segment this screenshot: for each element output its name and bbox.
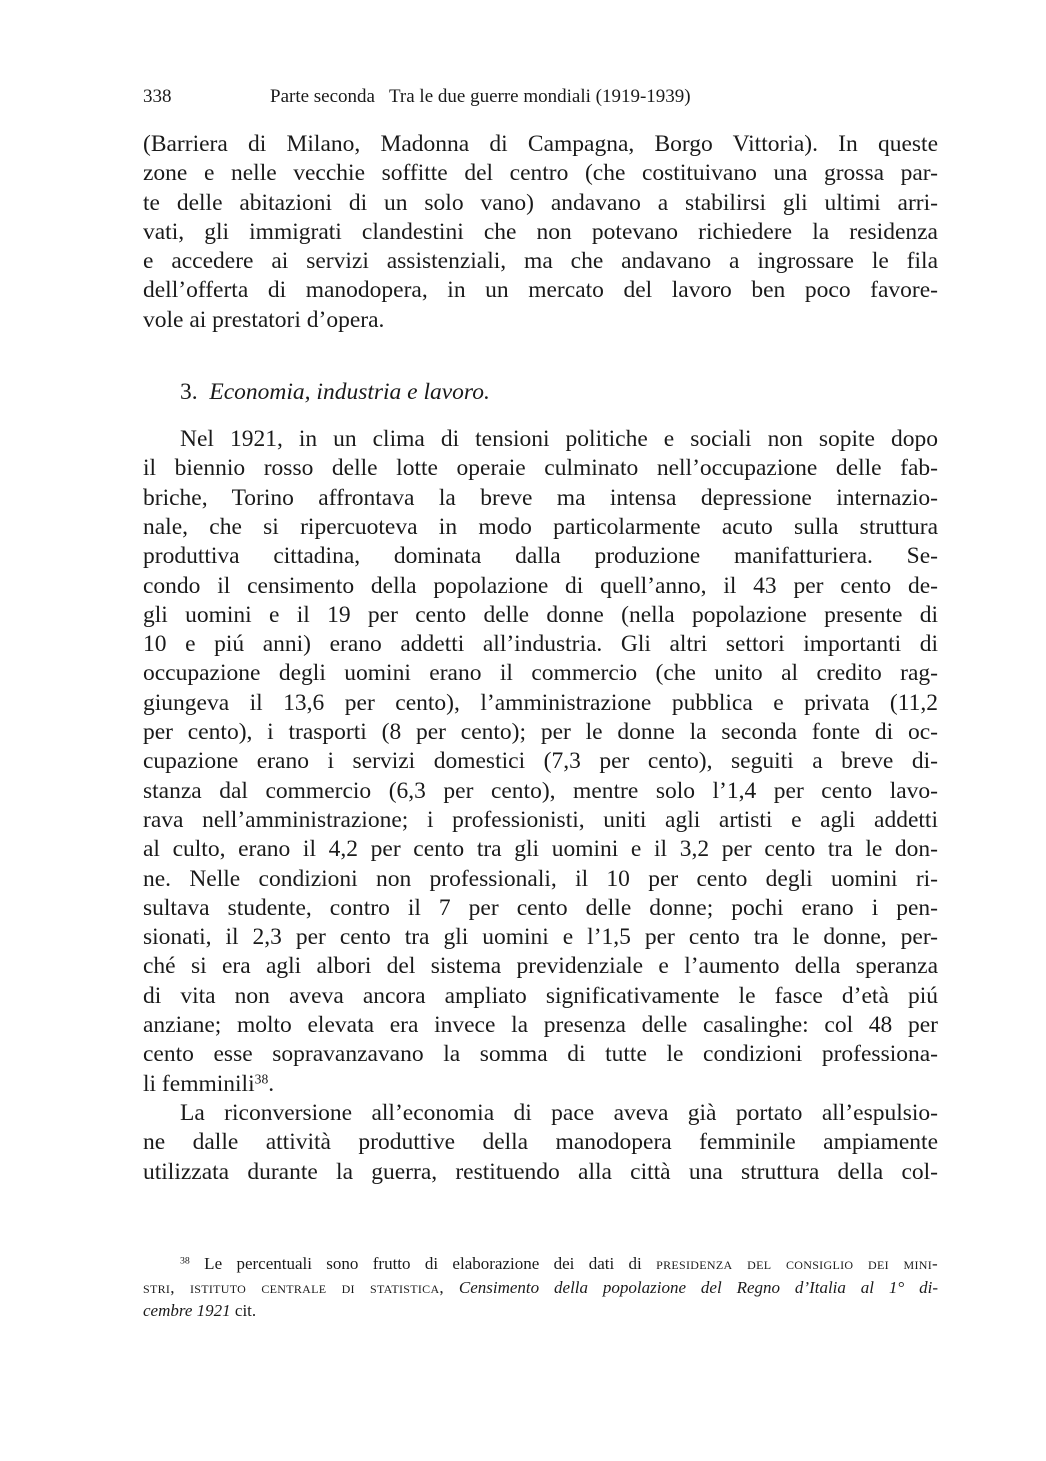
text-line: il biennio rosso delle lotte operaie culminato nell’occupazione delle fab- — [143, 455, 938, 482]
text-line: stanza dal commercio (6,3 per cento), mentre solo l’1,4 per cento lavo- — [143, 777, 938, 804]
text-line — [143, 1070, 938, 1099]
text-line: cupazione erano i servizi domestici (7,3 per cento), seguiti a breve di- — [143, 748, 938, 775]
text-line: sionati, il 2,3 per cento tra gli uomini e l’1,5 per cento tra le donne, per- — [143, 924, 938, 951]
text-line: nale, che si ripercuoteva in modo particolarmente acuto sulla struttura — [143, 513, 938, 540]
footnote-author: stri, istituto centrale di statistica, — [143, 1277, 444, 1297]
text-line: (Barriera di Milano, Madonna di Campagna, Borgo Vittoria). In queste — [143, 131, 938, 157]
page-header — [143, 84, 938, 1187]
section-title: Economia, industria e lavoro. — [209, 379, 490, 406]
footnote-line — [143, 1276, 938, 1300]
running-head — [143, 84, 938, 110]
page-number: 338 — [143, 86, 172, 107]
text-line-content: li femminili — [143, 1070, 255, 1097]
text-line: condo il censimento della popolazione di quell’anno, il 43 per cento de- — [143, 572, 938, 599]
text-line: ne dalle attività produttive della manodopera femminile ampiamente — [143, 1129, 938, 1156]
footnote-line — [143, 1252, 938, 1276]
footnotes — [143, 1252, 938, 1323]
text-line: e accedere ai servizi assistenziali, ma che andavano a ingrossare le fila — [143, 248, 938, 275]
footnote-reference[interactable]: 38 — [254, 1071, 269, 1087]
text-line: di vita non aveva ancora ampliato significativamente le fasce d’età piú — [143, 982, 938, 1009]
text-line: utilizzata durante la guerra, restituendo alla città una struttura della col- — [143, 1158, 938, 1185]
text-line: per cento), i trasporti (8 per cento); per le donne la seconda fonte di oc- — [143, 719, 938, 746]
text-line: occupazione degli uomini erano il commercio (che unito al credito rag- — [143, 660, 938, 687]
paragraph — [143, 1099, 938, 1187]
footnote-author: presidenza del consiglio dei mini- — [656, 1254, 938, 1273]
text-line: zone e nelle vecchie soffitte del centro (che costituivano una grossa par- — [143, 160, 938, 187]
sentence-end: . — [268, 1070, 275, 1097]
text-line: Nel 1921, in un clima di tensioni politiche e sociali non sopite dopo — [180, 426, 938, 453]
part-title: Tra le due guerre mondiali (1919-1939) — [388, 86, 691, 107]
main-text — [143, 130, 938, 1187]
footnote-text: cit. — [230, 1301, 257, 1320]
footnote-citation: Censimento della popolazione del Regno d’Italia al 1° di- — [443, 1277, 939, 1297]
text-line: vati, gli immigrati clandestini che non potevano richiedere la residenza — [143, 218, 938, 245]
text-line: La riconversione all’economia di pace aveva già portato all’espulsio- — [180, 1099, 938, 1126]
text-line: produttiva cittadina, dominata dalla produzione manifatturiera. Se- — [143, 543, 938, 570]
part-label: Parte seconda — [270, 86, 375, 107]
footnote-marker: 38 — [180, 1255, 190, 1267]
paragraph — [143, 425, 938, 1099]
footnote-text: Le percentuali sono frutto di elaborazione dei dati di — [189, 1254, 657, 1273]
text-line: 10 e piú anni) erano addetti all’industria. Gli altri settori importanti di — [143, 631, 938, 658]
text-line: te delle abitazioni di un solo vano) andavano a stabilirsi gli ultimi arri- — [143, 189, 938, 216]
section-number: 3. — [180, 379, 198, 406]
section-heading — [143, 377, 938, 407]
text-line: cento esse sopravanzavano la somma di tutte le condizioni professiona- — [143, 1041, 938, 1068]
text-line: sultava studente, contro il 7 per cento delle donne; pochi erano i pen- — [143, 894, 938, 921]
text-line: al culto, erano il 4,2 per cento tra gli uomini e il 3,2 per cento tra le don- — [143, 836, 938, 863]
text-line: rava nell’amministrazione; i professionisti, uniti agli artisti e agli addetti — [143, 806, 938, 833]
paragraph — [143, 130, 938, 335]
text-line: ne. Nelle condizioni non professionali, il 10 per cento degli uomini ri- — [143, 865, 938, 892]
text-line: dell’offerta di manodopera, in un mercato del lavoro ben poco favore- — [143, 277, 938, 304]
text-line: gli uomini e il 19 per cento delle donne (nella popolazione presente di — [143, 601, 938, 628]
text-line: ché si era agli albori del sistema previdenziale e l’aumento della speranza — [143, 953, 938, 980]
text-line: briche, Torino affrontava la breve ma intensa depressione internazio- — [143, 484, 938, 511]
text-line: vole ai prestatori d’opera. — [143, 306, 385, 333]
footnote-citation: cembre 1921 — [143, 1301, 231, 1320]
text-line: anziane; molto elevata era invece la presenza delle casalinghe: col 48 per — [143, 1012, 938, 1039]
text-line: giungeva il 13,6 per cento), l’amministrazione pubblica e privata (11,2 — [143, 689, 938, 716]
footnote-line — [143, 1299, 938, 1323]
